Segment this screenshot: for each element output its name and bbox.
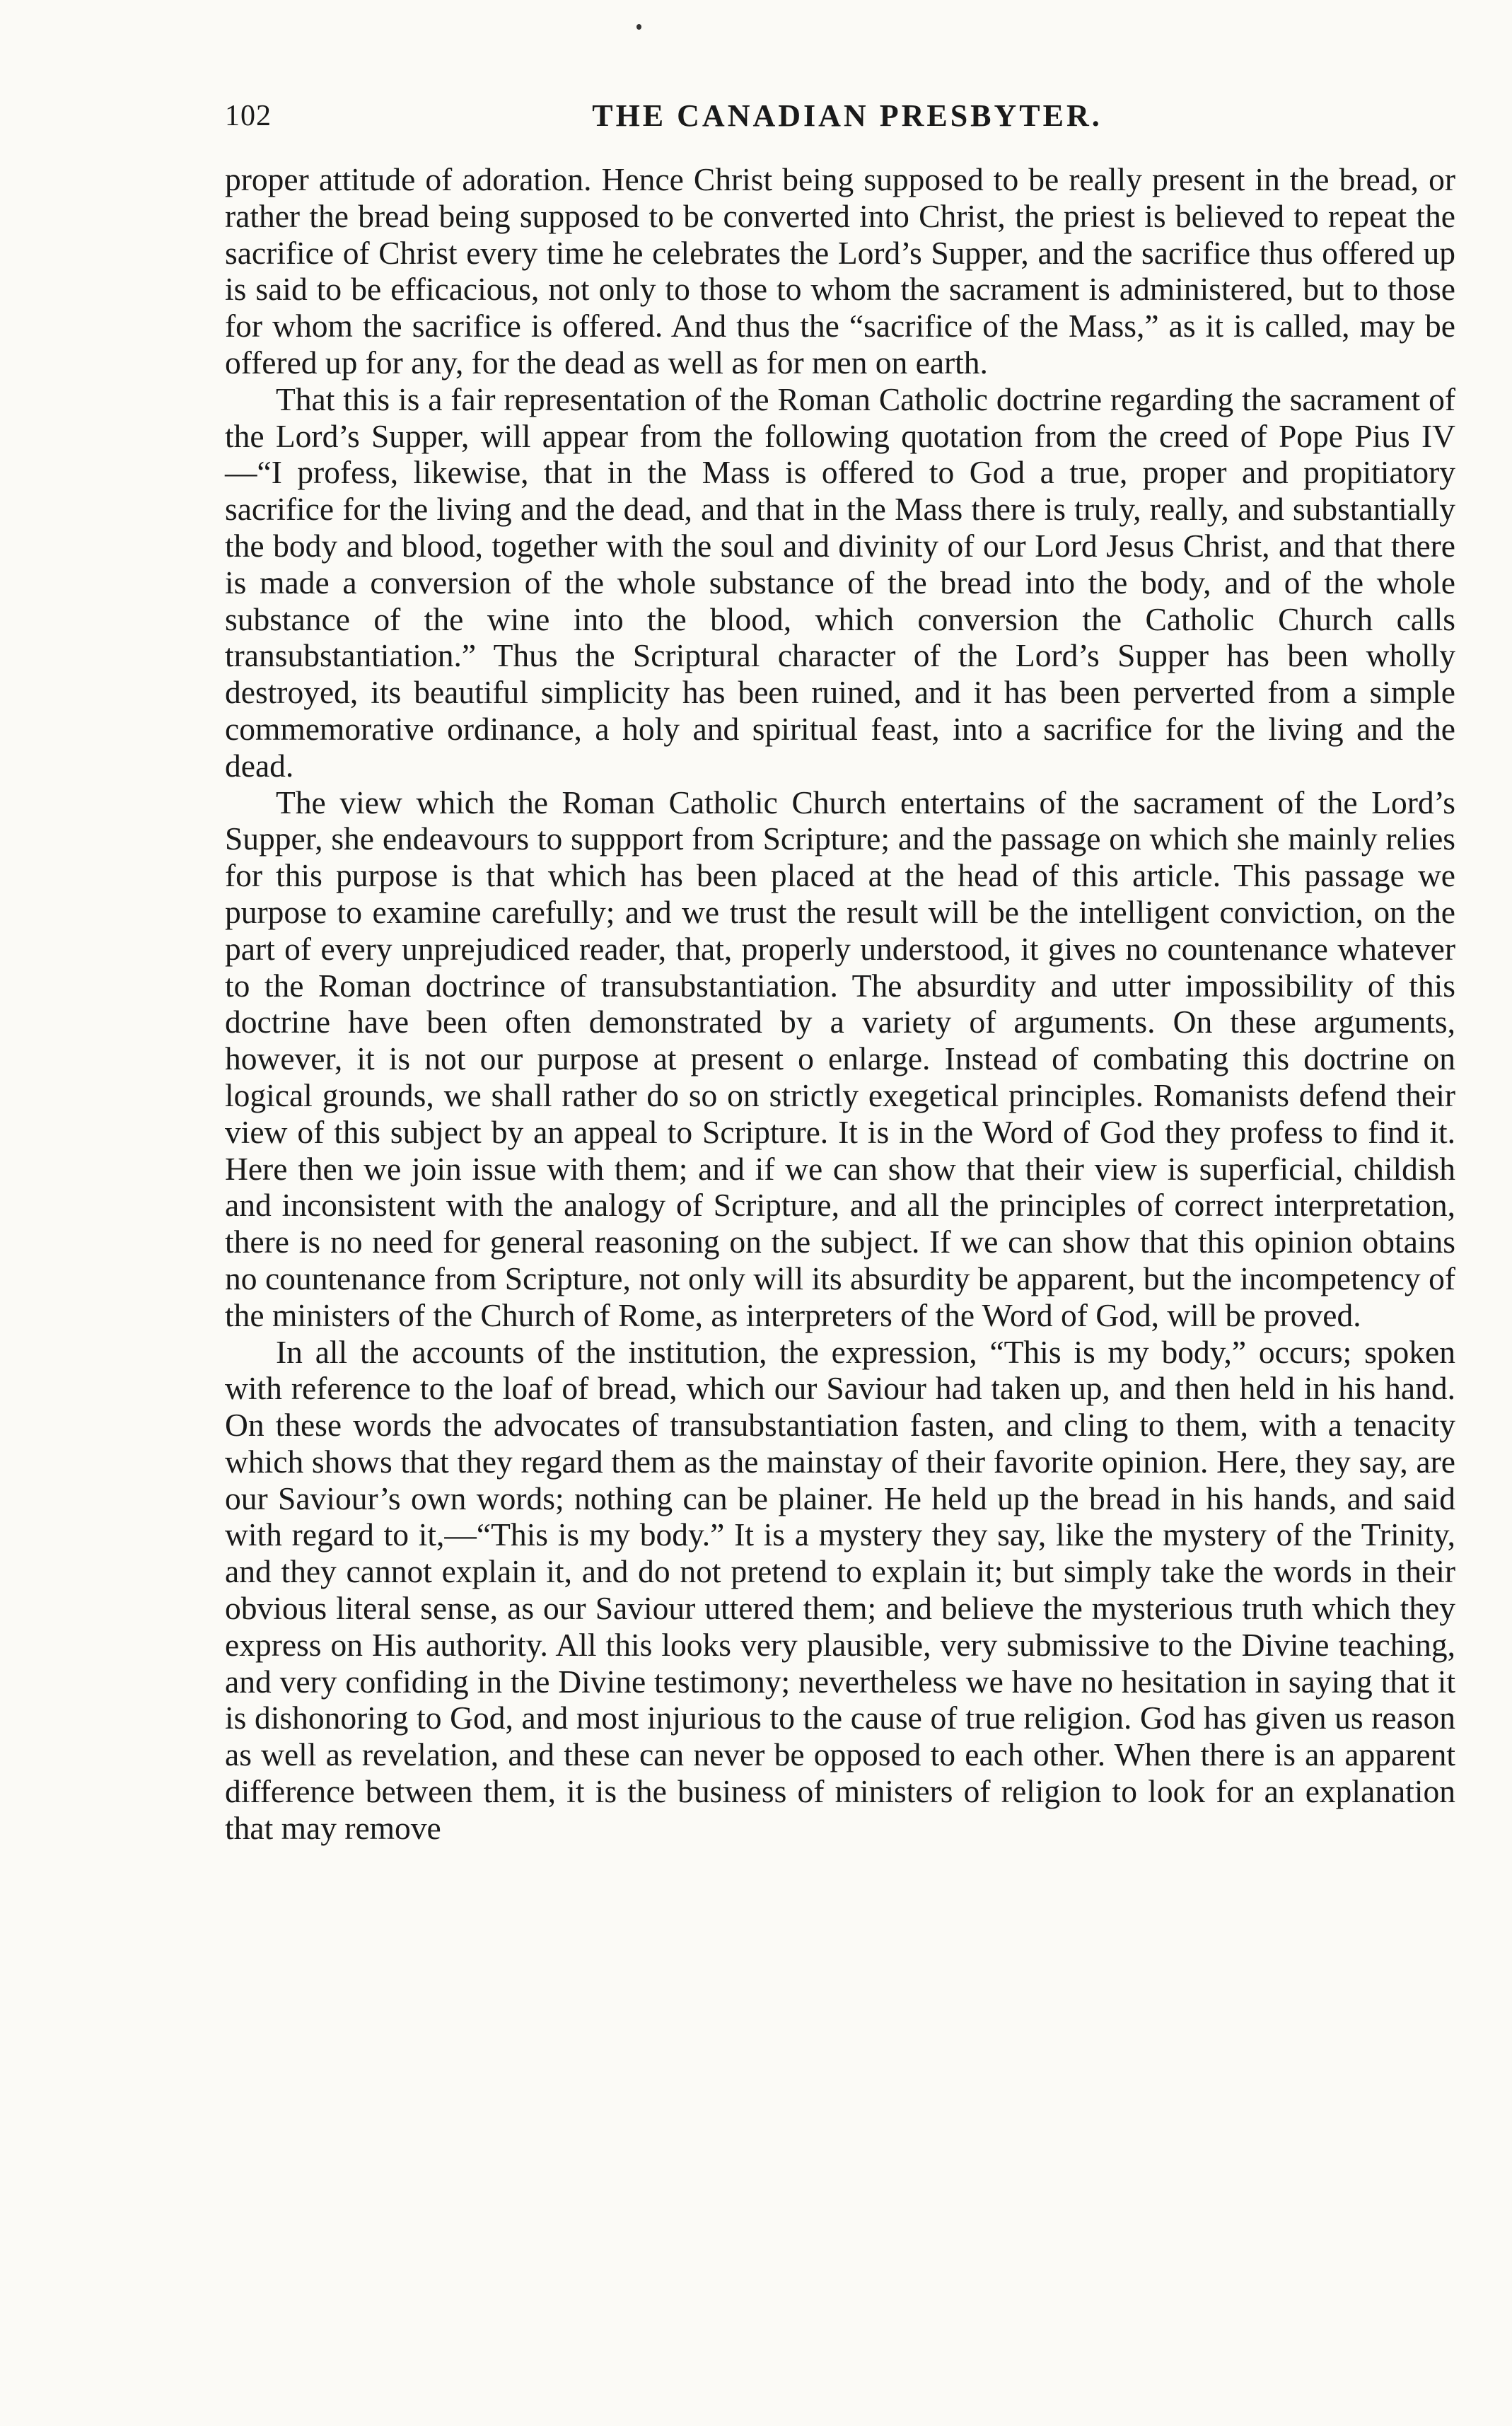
article-body [225,161,1455,1847]
paragraph-2: That this is a fair representation of the Roman Catholic doctrine regarding the sacrament of the Lord’s Supper, will appear from the following quotation from the creed of Pope Pius IV—“I profess, likewise, that in the Mass is offered to God a true, proper and propitiatory sacrifice for the living and the dead, and that in the Mass there is truly, really, and substantially the body and blood, together with the soul and divinity of our Lord Jesus Christ, and that there is made a conversion of the whole substance of the bread into the body, and of the whole substance of the wine into the blood, which conversion the Catholic Church calls transubstantiation.” Thus the Scriptural character of the Lord’s Supper has been wholly destroyed, its beautiful simplicity has been ruined, and it has been perverted from a simple commemorative ordinance, a holy and spiritual feast, into a sacrifice for the living and the dead. [225,381,1455,784]
paragraph-1: proper attitude of adoration. Hence Christ being supposed to be really present in the bread, or rather the bread being supposed to be converted into Christ, the priest is believed to repeat the sacrifice of Christ every time he celebrates the Lord’s Supper, and the sacrifice thus offered up is said to be efficacious, not only to those to whom the sacrament is administered, but to those for whom the sacrifice is offered. And thus the “sacrifice of the Mass,” as it is called, may be offered up for any, for the dead as well as for men on earth. [225,161,1455,381]
paragraph-3: The view which the Roman Catholic Church entertains of the sacrament of the Lord’s Supper, she endeavours to suppport from Scripture; and the passage on which she mainly relies for this purpose is that which has been placed at the head of this article. This passage we purpose to examine carefully; and we trust the result will be the intelligent conviction, on the part of every unprejudiced reader, that, properly understood, it gives no countenance whatever to the Roman doctrince of transubstantiation. The absurdity and utter impossibility of this doctrine have been often demonstrated by a variety of arguments. On these arguments, however, it is not our purpose at present o enlarge. Instead of combating this doctrine on logical grounds, we shall rather do so on strictly exegetical principles. Romanists defend their view of this subject by an appeal to Scripture. It is in the Word of God they profess to find it. Here then we join issue with them; and if we can show that their view is superficial, childish and inconsistent with the analogy of Scripture, and all the principles of correct interpretation, there is no need for general reasoning on the subject. If we can show that this opinion obtains no countenance from Scripture, not only will its absurdity be apparent, but the incompetency of the ministers of the Church of Rome, as interpreters of the Word of God, will be proved. [225,784,1455,1333]
page-number: 102 [225,100,272,132]
page-header [225,85,1470,141]
running-title: THE CANADIAN PRESBYTER. [592,98,1103,133]
paragraph-4: In all the accounts of the institution, the expression, “This is my body,” occurs; spoken with reference to the loaf of bread, which our Saviour had taken up, and then held in his hand. On these words the advocates of transubstantiation fasten, and cling to them, with a tenacity which shows that they regard them as the mainstay of their favorite opinion. Here, they say, are our Saviour’s own words; nothing can be plainer. He held up the bread in his hands, and said with regard to it,—“This is my body.” It is a mystery they say, like the mystery of the Trinity, and they cannot explain it, and do not pretend to explain it; but simply take the words in their obvious literal sense, as our Saviour uttered them; and believe the mysterious truth which they express on His authority. All this looks very plausible, very submissive to the Divine teaching, and very confiding in the Divine testimony; nevertheless we have no hesitation in saying that it is dishonoring to God, and most injurious to the cause of true religion. God has given us reason as well as revelation, and these can never be opposed to each other. When there is an apparent difference between them, it is the business of ministers of religion to look for an explanation that may remove [225,1333,1455,1846]
ink-speck [636,24,641,30]
